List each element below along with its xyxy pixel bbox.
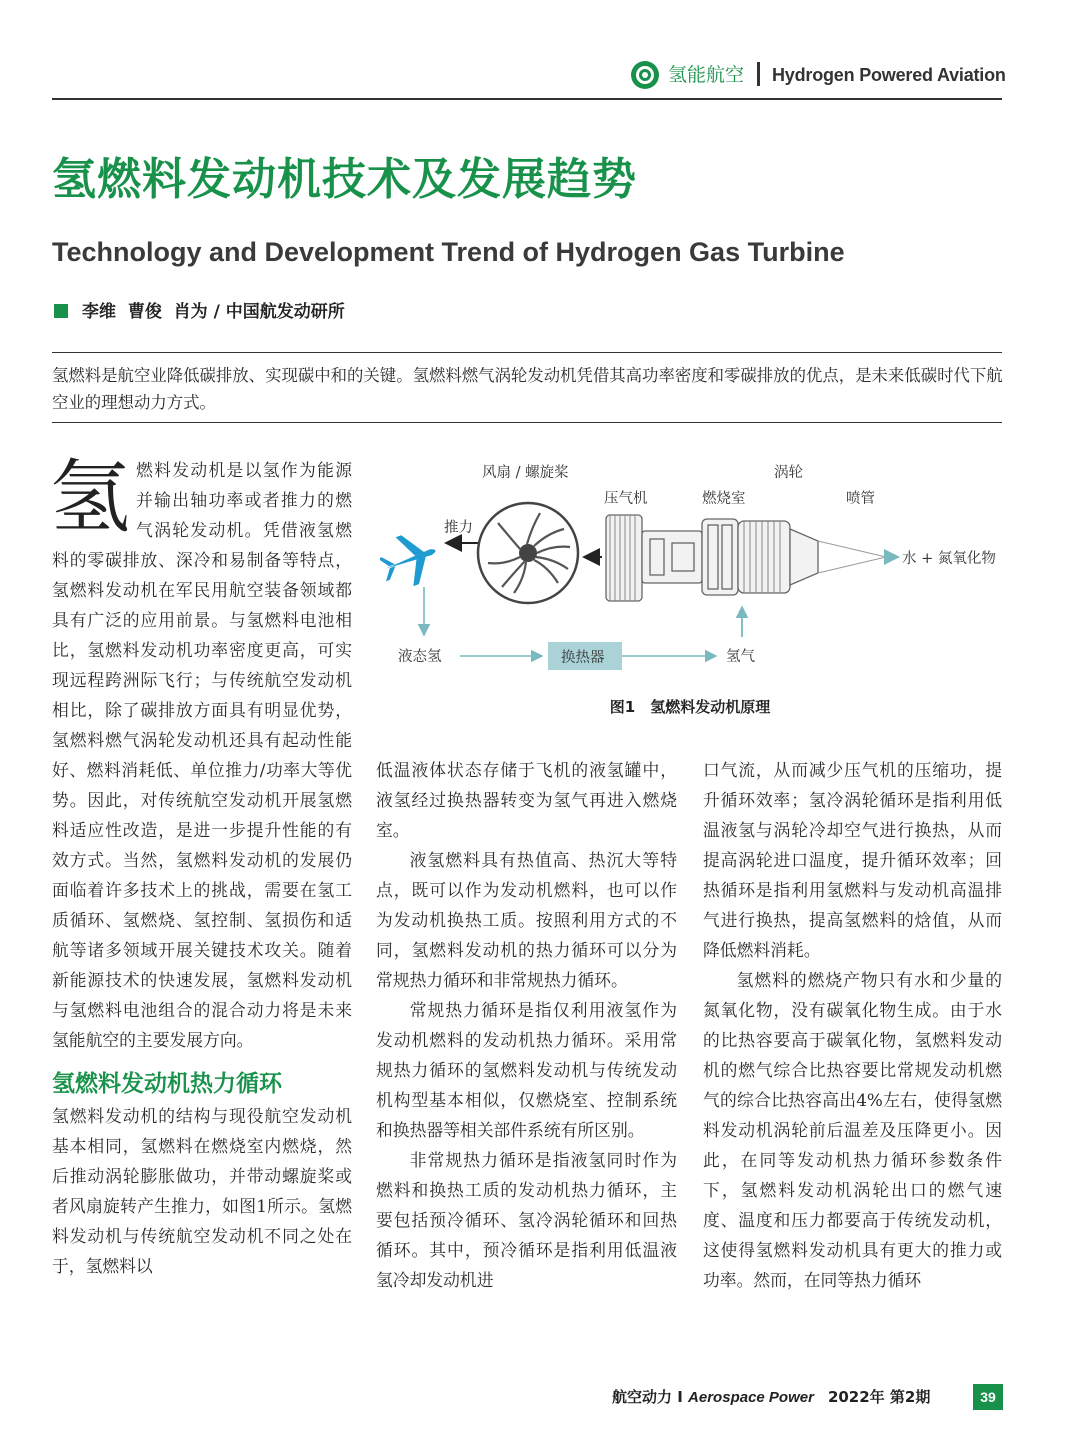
issue: 2022年 第2期	[827, 1388, 931, 1406]
article-title-en: Technology and Development Trend of Hydrogen Gas Turbine	[52, 237, 845, 267]
author-marker	[54, 304, 68, 318]
label-combustor: 燃烧室	[702, 491, 746, 507]
journal-name-cn: 航空动力	[612, 1388, 673, 1406]
abstract-rule-bottom	[52, 422, 1002, 423]
airplane-icon	[380, 526, 444, 594]
journal-footer	[612, 1385, 930, 1410]
label-hydrogen-gas: 氢气	[726, 649, 755, 665]
label-exhaust: 水 + 氮氧化物	[902, 551, 996, 567]
column-3	[703, 755, 1002, 1295]
label-thrust: 推力	[444, 520, 473, 536]
dropcap: 氢	[50, 451, 130, 544]
page-number: 39	[973, 1384, 1003, 1410]
authors: 李维 曹俊 肖为 / 中国航发动研所	[82, 302, 345, 322]
header-separator	[757, 62, 760, 86]
label-compressor: 压气机	[604, 491, 648, 507]
label-liquid-hydrogen: 液态氢	[398, 649, 442, 665]
column-2	[376, 755, 677, 1295]
paragraph: 氢燃料发动机的结构与现役航空发动机基本相同，氢燃料在燃烧室内燃烧，然后推动涡轮膨胀做功，并带动螺旋桨或者风扇旋转产生推力，如图1所示。氢燃料发动机与传统航空发动机不同之处在于，氢燃料以	[52, 1106, 352, 1276]
abstract: 氢燃料是航空业降低碳排放、实现碳中和的关键。氢燃料燃气涡轮发动机凭借其高功率密度和零碳排放的优点，是未来低碳时代下航空业的理想动力方式。	[52, 366, 1003, 412]
label-nozzle: 喷管	[846, 491, 875, 507]
section-label-cn: 氢能航空	[668, 64, 745, 86]
journal-name-en: Aerospace Power	[688, 1389, 814, 1406]
engine-principle-figure	[380, 455, 1010, 695]
paragraph: 低温液体状态存储于飞机的液氢罐中，液氢经过换热器转变为氢气再进入燃烧室。	[376, 760, 677, 840]
journal-logo-icon	[630, 60, 660, 90]
paragraph: 燃料发动机是以氢作为能源并输出轴功率或者推力的燃气涡轮发动机。凭借液氢燃料的零碳排放、深冷和易制备等特点，氢燃料发动机在军民用航空装备领域都具有广泛的应用前景。与氢燃料电池相比，氢燃料发动机功率密度更高，可实现远程跨洲际飞行；与传统航空发动机相比，除了碳排放方面具有明显优势，氢燃料燃气涡轮发动机还具有起动性能好、燃料消耗低、单位推力/功率大等优势。因此，对传统航空发动机开展氢燃料适应性改造，是进一步提升性能的有效方式。当然，氢燃料发动机的发展仍面临着许多技术上的挑战，需要在氢工质循环、氢燃烧、氢控制、氢损伤和适航等诸多领域开展关键技术攻关。随着新能源技术的快速发展，氢燃料发动机与氢燃料电池组合的混合动力将是未来氢能航空的主要发展方向。	[52, 460, 352, 1050]
section-label-en: Hydrogen Powered Aviation	[772, 65, 1006, 85]
paragraph: 常规热力循环是指仅利用液氢作为发动机燃料的发动机热力循环。采用常规热力循环的氢燃料发动机与传统发动机构型基本相似，仅燃烧室、控制系统和换热器等相关部件系统有所区别。	[376, 1000, 677, 1140]
label-turbine: 涡轮	[774, 465, 803, 481]
label-heat-exchanger: 换热器	[561, 650, 605, 666]
label-fan: 风扇 / 螺旋桨	[482, 465, 569, 481]
paragraph: 液氢燃料具有热值高、热沉大等特点，既可以作为发动机燃料，也可以作为发动机换热工质。按照利用方式的不同，氢燃料发动机的热力循环可以分为常规热力循环和非常规热力循环。	[376, 850, 677, 990]
footer-separator: I	[672, 1388, 689, 1406]
paragraph: 口气流，从而减少压气机的压缩功，提升循环效率；氢冷涡轮循环是指利用低温液氢与涡轮冷却空气进行换热，从而提高涡轮进口温度，提升循环效率；回热循环是指利用氢燃料与发动机高温排气进行换热，提高氢燃料的焓值，从而降低燃料消耗。	[703, 760, 1002, 960]
section-heading: 氢燃料发动机热力循环	[52, 1071, 282, 1097]
column-1	[50, 451, 352, 1281]
paragraph: 氢燃料的燃烧产物只有水和少量的氮氧化物，没有碳氧化物生成。由于水的比热容要高于碳氧化物，氢燃料发动机的燃气综合比热容要比常规发动机燃气的综合比热容高出4%左右，使得氢燃料发动机涡轮前后温差及压降更小。因此，在同等发动机热力循环参数条件下，氢燃料发动机涡轮出口的燃气速度、温度和压力都要高于传统发动机，这使得氢燃料发动机具有更大的推力或功率。然而，在同等热力循环	[703, 970, 1002, 1290]
fan-icon	[478, 503, 578, 603]
paragraph: 非常规热力循环是指液氢同时作为燃料和换热工质的发动机热力循环，主要包括预冷循环、氢冷涡轮循环和回热循环。其中，预冷循环是指利用低温液氢冷却发动机进	[376, 1150, 677, 1290]
header-rule	[52, 98, 1002, 100]
abstract-rule-top	[52, 352, 1002, 353]
article-title-cn: 氢燃料发动机技术及发展趋势	[52, 154, 637, 205]
engine-core-icon	[606, 515, 886, 601]
figure-caption: 图1 氢燃料发动机原理	[609, 698, 771, 716]
